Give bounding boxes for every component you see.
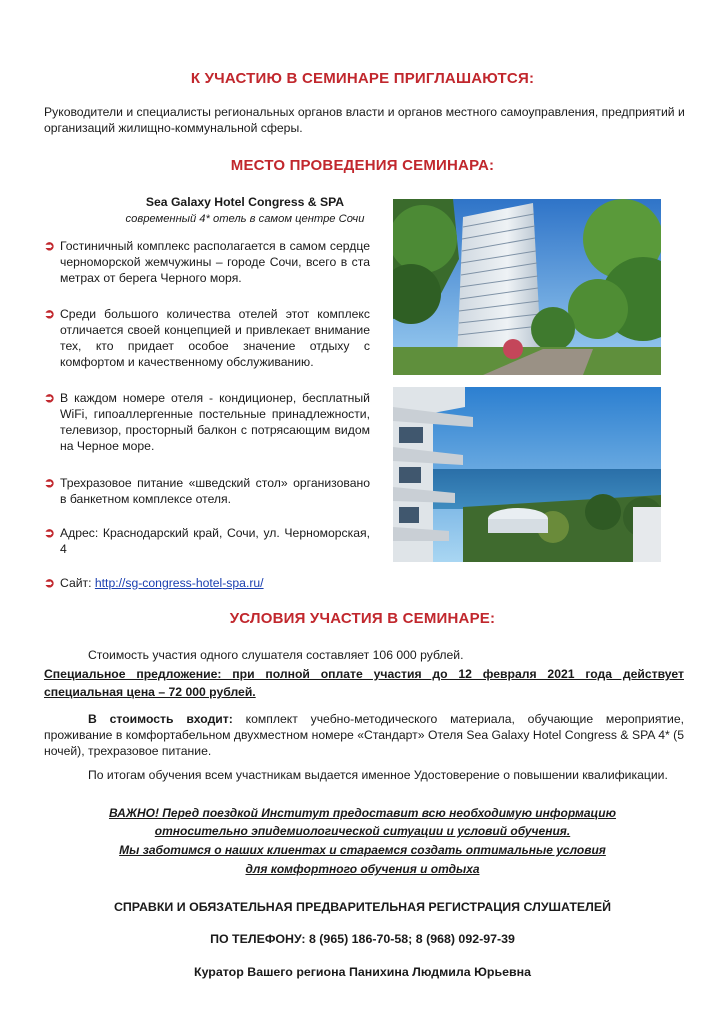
includes-paragraph bbox=[44, 711, 684, 759]
arrow-right-icon: ➲ bbox=[44, 238, 55, 253]
invite-text-line2: организаций жилищно-коммунальной сферы. bbox=[44, 121, 303, 135]
venue-heading: МЕСТО ПРОВЕДЕНИЯ СЕМИНАРА: bbox=[230, 157, 495, 174]
includes-text: комплект учебно-методического материала, обучающие мероприятие, проживание в комфортабельном двухместном номере «Стандарт» Отеля Sea Galaxy Hotel Congress & SPA 4* (5 ночей), трехразовое питание. bbox=[44, 712, 684, 758]
venue-bullet-text: Адрес: Краснодарский край, Сочи, ул. Черноморская, 4 bbox=[60, 526, 370, 556]
venue-bullet-3 bbox=[44, 390, 370, 454]
site-link[interactable]: http://sg-congress-hotel-spa.ru/ bbox=[94, 576, 264, 590]
venue-bullet-text: Среди большого количества отелей этот комплекс отличается своей концепцией и привлекает внимание тех, кто придает особое значение отдыху с комфортом и качественному обслуживанию. bbox=[60, 307, 370, 369]
venue-bullet-text: Гостиничный комплекс располагается в самом сердце черноморской жемчужины – городе Сочи, всего в ста метрах от берега Черного моря. bbox=[60, 239, 370, 285]
special-offer-line2: специальная цена – 72 000 рублей. bbox=[44, 685, 256, 699]
registration-heading: СПРАВКИ И ОБЯЗАТЕЛЬНАЯ ПРЕДВАРИТЕЛЬНАЯ РЕГИСТРАЦИЯ СЛУШАТЕЛЕЙ bbox=[113, 900, 612, 914]
invite-text-line1: Руководители и специалисты региональных органов власти и органов местного самоуправления, предприятий и bbox=[44, 105, 685, 119]
site-label: Сайт: bbox=[60, 576, 95, 590]
hotel-name: Sea Galaxy Hotel Congress & SPA bbox=[145, 195, 345, 209]
curator-name: Куратор Вашего региона Панихина Людмила Юрьевна bbox=[194, 965, 531, 979]
includes-label: В стоимость входит: bbox=[88, 712, 233, 726]
conditions-heading: УСЛОВИЯ УЧАСТИЯ В СЕМИНАРЕ: bbox=[229, 610, 496, 627]
sea-view-photo bbox=[393, 387, 661, 562]
venue-bullet-text: В каждом номере отеля - кондиционер, бесплатный WiFi, гипоаллергенные постельные принадлежности, телевизор, просторный балкон с потрясающим видом на Черное море. bbox=[60, 391, 370, 453]
notice-line-2: относительно эпидемиологической ситуации и условий обучения. bbox=[154, 824, 571, 838]
special-offer-line1: Специальное предложение: при полной оплате участия до 12 февраля 2021 года действует bbox=[44, 667, 684, 681]
arrow-right-icon: ➲ bbox=[44, 306, 55, 321]
invite-heading: К УЧАСТИЮ В СЕМИНАРЕ ПРИГЛАШАЮТСЯ: bbox=[190, 70, 535, 87]
venue-site-row bbox=[44, 575, 370, 591]
arrow-right-icon: ➲ bbox=[44, 575, 55, 590]
venue-bullet-1 bbox=[44, 238, 370, 286]
hotel-building-photo bbox=[393, 199, 661, 375]
arrow-right-icon: ➲ bbox=[44, 390, 55, 405]
arrow-right-icon: ➲ bbox=[44, 525, 55, 540]
venue-bullet-5 bbox=[44, 525, 370, 557]
arrow-right-icon: ➲ bbox=[44, 475, 55, 490]
phone-numbers: ПО ТЕЛЕФОНУ: 8 (965) 186-70-58; 8 (968) 092-97-39 bbox=[210, 932, 515, 946]
hotel-subtitle: современный 4* отель в самом центре Сочи bbox=[125, 213, 365, 225]
certificate-text: По итогам обучения всем участникам выдается именное Удостоверение о повышении квалификации. bbox=[88, 768, 668, 782]
cost-text: Стоимость участия одного слушателя составляет 106 000 рублей. bbox=[88, 648, 464, 662]
notice-line-4: для комфортного обучения и отдыха bbox=[245, 862, 480, 876]
venue-bullet-2 bbox=[44, 306, 370, 370]
venue-bullet-text: Трехразовое питание «шведский стол» организовано в банкетном комплексе отеля. bbox=[60, 476, 370, 506]
notice-line-3: Мы заботимся о наших клиентах и стараемся создать оптимальные условия bbox=[119, 843, 606, 857]
notice-line-1: ВАЖНО! Перед поездкой Институт предоставит всю необходимую информацию bbox=[108, 806, 617, 820]
venue-bullet-4 bbox=[44, 475, 370, 507]
